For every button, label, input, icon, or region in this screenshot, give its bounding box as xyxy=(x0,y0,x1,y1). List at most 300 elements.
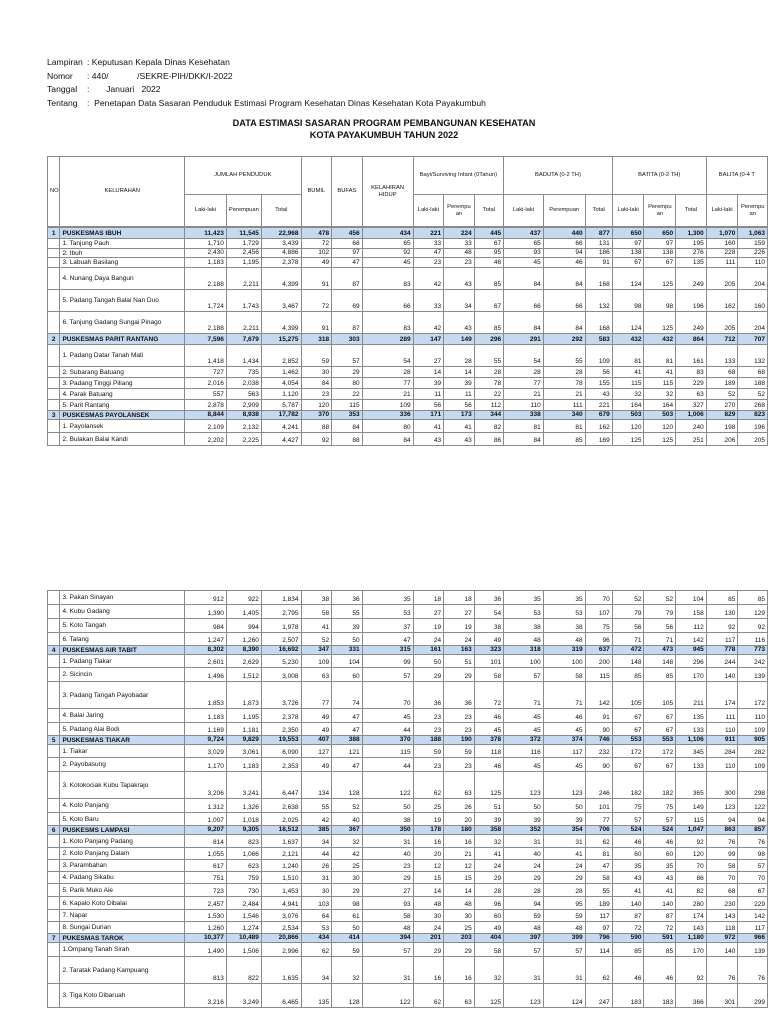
row-value: 679 xyxy=(585,411,612,420)
row-value: 42 xyxy=(301,813,332,826)
row-value: 727 xyxy=(184,367,226,378)
row-value: 23 xyxy=(444,723,475,736)
row-no xyxy=(48,848,60,860)
row-value: 46 xyxy=(644,957,676,984)
row-value: 67 xyxy=(612,258,644,268)
row-value: 503 xyxy=(612,411,644,420)
row-value: 117 xyxy=(706,633,738,646)
row-no xyxy=(48,345,60,367)
row-value: 35 xyxy=(362,591,413,605)
row-value: 1,195 xyxy=(226,258,261,268)
row-value: 47 xyxy=(332,723,363,736)
row-value: 81 xyxy=(644,345,676,367)
puskesmas-row xyxy=(48,934,768,943)
kelurahan-row xyxy=(48,258,768,268)
row-value: 84 xyxy=(543,268,585,290)
row-value: 164 xyxy=(644,400,676,411)
row-value: 735 xyxy=(226,367,261,378)
row-value: 29 xyxy=(504,872,544,884)
row-value: 2,878 xyxy=(184,400,226,411)
row-value: 87 xyxy=(332,268,363,290)
row-value: 55 xyxy=(301,799,332,813)
row-value: 87 xyxy=(332,312,363,334)
row-value: 374 xyxy=(543,736,585,745)
row-value: 2,188 xyxy=(184,312,226,334)
row-value: 33 xyxy=(444,239,475,249)
lampiran-label: Lampiran xyxy=(47,57,83,67)
row-value: 182 xyxy=(612,772,644,799)
row-value: 41 xyxy=(301,619,332,633)
row-value: 45 xyxy=(543,723,585,736)
row-no xyxy=(48,682,60,709)
row-value: 203 xyxy=(444,934,475,943)
row-value: 1,512 xyxy=(226,668,261,682)
row-value: 242 xyxy=(738,655,768,668)
row-value: 91 xyxy=(585,709,612,723)
row-value: 2,378 xyxy=(261,258,301,268)
row-value: 9,724 xyxy=(184,736,226,745)
row-value: 712 xyxy=(706,334,738,345)
row-value: 84 xyxy=(504,433,544,446)
row-value: 2,629 xyxy=(226,655,261,668)
row-value: 72 xyxy=(301,239,332,249)
row-value: 50 xyxy=(543,799,585,813)
row-value: 456 xyxy=(332,228,363,239)
row-value: 204 xyxy=(738,312,768,334)
row-value: 6,465 xyxy=(261,984,301,1008)
kelurahan-row xyxy=(48,922,768,934)
row-value: 20,866 xyxy=(261,934,301,943)
row-value: 110 xyxy=(738,258,768,268)
row-value: 120 xyxy=(612,420,644,433)
row-value: 109 xyxy=(301,655,332,668)
row-value: 45 xyxy=(504,758,544,772)
row-value: 41 xyxy=(612,884,644,897)
kelurahan-row xyxy=(48,345,768,367)
row-no xyxy=(48,239,60,249)
row-value: 76 xyxy=(706,835,738,848)
row-value: 2,507 xyxy=(261,633,301,646)
row-value: 16 xyxy=(413,957,444,984)
row-value: 53 xyxy=(301,922,332,934)
header-no: NO xyxy=(48,157,60,227)
row-kelurahan: 2. Subarang Batuang xyxy=(60,367,185,378)
row-value: 72 xyxy=(612,922,644,934)
row-value: 778 xyxy=(706,646,738,655)
row-value: 117 xyxy=(585,910,612,922)
row-value: 51 xyxy=(444,655,475,668)
row-value: 46 xyxy=(543,709,585,723)
row-value: 125 xyxy=(474,772,503,799)
row-value: 1,183 xyxy=(184,258,226,268)
kelurahan-row xyxy=(48,591,768,605)
row-value: 315 xyxy=(362,646,413,655)
kelurahan-row xyxy=(48,745,768,758)
row-value: 148 xyxy=(612,655,644,668)
row-value: 47 xyxy=(332,258,363,268)
row-value: 77 xyxy=(504,378,544,389)
row-value: 211 xyxy=(676,682,707,709)
row-value: 111 xyxy=(706,258,738,268)
row-value: 24 xyxy=(444,633,475,646)
row-value: 1,260 xyxy=(226,633,261,646)
row-kelurahan: PUKESMAS TAROK xyxy=(60,934,185,943)
row-value: 85 xyxy=(474,268,503,290)
row-value: 347 xyxy=(301,646,332,655)
row-value: 80 xyxy=(362,420,413,433)
row-value: 85 xyxy=(543,433,585,446)
row-value: 29 xyxy=(413,668,444,682)
row-value: 83 xyxy=(362,268,413,290)
row-value: 41 xyxy=(474,848,503,860)
kelurahan-row xyxy=(48,367,768,378)
row-value: 122 xyxy=(362,984,413,1008)
header-bumil: BUMIL xyxy=(301,157,332,227)
row-value: 2,456 xyxy=(226,249,261,258)
row-value: 35 xyxy=(644,860,676,872)
row-value: 3,467 xyxy=(261,290,301,312)
kelurahan-row xyxy=(48,268,768,290)
row-kelurahan: 4. Padang Sikabu xyxy=(60,872,185,884)
row-value: 434 xyxy=(362,228,413,239)
row-value: 58 xyxy=(474,943,503,957)
row-value: 88 xyxy=(332,433,363,446)
row-value: 120 xyxy=(301,400,332,411)
row-value: 70 xyxy=(706,872,738,884)
row-value: 922 xyxy=(226,591,261,605)
row-value: 49 xyxy=(301,258,332,268)
row-value: 29 xyxy=(362,872,413,884)
row-value: 43 xyxy=(444,268,475,290)
row-value: 378 xyxy=(474,736,503,745)
row-value: 134 xyxy=(301,772,332,799)
row-value: 399 xyxy=(543,934,585,943)
row-kelurahan: 5. Koto Baru xyxy=(60,813,185,826)
data-table-top xyxy=(47,227,768,446)
row-kelurahan: 8. Sungai Durian xyxy=(60,922,185,934)
document-subtitle: KOTA PAYAKUMBUH TAHUN 2022 xyxy=(309,130,459,140)
row-value: 57 xyxy=(504,943,544,957)
row-value: 48 xyxy=(543,633,585,646)
row-value: 773 xyxy=(738,646,768,655)
row-value: 2,430 xyxy=(184,249,226,258)
row-value: 31 xyxy=(504,957,544,984)
row-value: 200 xyxy=(585,655,612,668)
row-no xyxy=(48,249,60,258)
row-value: 49 xyxy=(301,723,332,736)
row-value: 23 xyxy=(413,258,444,268)
row-value: 28 xyxy=(362,367,413,378)
row-value: 160 xyxy=(738,290,768,312)
row-value: 138 xyxy=(644,249,676,258)
row-value: 189 xyxy=(706,378,738,389)
row-value: 70 xyxy=(362,682,413,709)
row-kelurahan: 2. Koto Panjang Dalam xyxy=(60,848,185,860)
row-value: 33 xyxy=(413,239,444,249)
row-value: 3,439 xyxy=(261,239,301,249)
row-value: 18 xyxy=(413,591,444,605)
row-value: 1,018 xyxy=(226,813,261,826)
row-value: 63 xyxy=(301,668,332,682)
row-value: 637 xyxy=(585,646,612,655)
row-value: 557 xyxy=(184,389,226,400)
row-no xyxy=(48,872,60,884)
row-value: 50 xyxy=(413,655,444,668)
row-value: 1,743 xyxy=(226,290,261,312)
row-value: 47 xyxy=(332,758,363,772)
row-value: 9,207 xyxy=(184,826,226,835)
row-value: 434 xyxy=(301,934,332,943)
row-value: 60 xyxy=(474,910,503,922)
row-value: 58 xyxy=(585,872,612,884)
row-value: 85 xyxy=(612,943,644,957)
row-value: 41 xyxy=(543,848,585,860)
row-value: 125 xyxy=(644,433,676,446)
row-value: 183 xyxy=(644,984,676,1008)
row-value: 16 xyxy=(413,835,444,848)
row-value: 109 xyxy=(738,723,768,736)
row-value: 148 xyxy=(644,655,676,668)
row-value: 28 xyxy=(444,345,475,367)
row-value: 43 xyxy=(644,872,676,884)
row-no: 3 xyxy=(48,411,60,420)
row-value: 296 xyxy=(474,334,503,345)
row-value: 40 xyxy=(504,848,544,860)
row-value: 66 xyxy=(543,290,585,312)
row-value: 1,453 xyxy=(261,884,301,897)
row-value: 367 xyxy=(332,826,363,835)
row-value: 68 xyxy=(706,884,738,897)
kelurahan-row xyxy=(48,723,768,736)
row-kelurahan: 3. Labuah Basilang xyxy=(60,258,185,268)
row-value: 67 xyxy=(644,258,676,268)
row-value: 123 xyxy=(504,984,544,1008)
kelurahan-row xyxy=(48,772,768,799)
row-value: 183 xyxy=(612,984,644,1008)
row-value: 91 xyxy=(585,258,612,268)
row-value: 20 xyxy=(413,848,444,860)
kelurahan-row xyxy=(48,910,768,922)
document-title: DATA ESTIMASI SASARAN PROGRAM PEMBANGUNAN KESEHATAN xyxy=(232,118,536,128)
row-value: 131 xyxy=(585,239,612,249)
row-value: 139 xyxy=(738,943,768,957)
row-value: 338 xyxy=(504,411,544,420)
row-value: 249 xyxy=(676,268,707,290)
row-value: 1,183 xyxy=(226,758,261,772)
row-value: 84 xyxy=(543,312,585,334)
row-no xyxy=(48,835,60,848)
row-value: 57 xyxy=(504,668,544,682)
row-value: 143 xyxy=(706,910,738,922)
row-value: 63 xyxy=(444,772,475,799)
row-value: 54 xyxy=(504,345,544,367)
kelurahan-row xyxy=(48,984,768,1008)
row-value: 823 xyxy=(738,411,768,420)
row-kelurahan: PUSKESMAS IBUH xyxy=(60,228,185,239)
row-value: 169 xyxy=(585,433,612,446)
row-value: 23 xyxy=(444,258,475,268)
kelurahan-row xyxy=(48,897,768,910)
header-baduta: BADUTA (0-2 TH) xyxy=(504,157,613,195)
row-value: 45 xyxy=(362,709,413,723)
row-value: 34 xyxy=(444,290,475,312)
row-value: 46 xyxy=(543,258,585,268)
row-value: 57 xyxy=(543,943,585,957)
row-value: 2,601 xyxy=(184,655,226,668)
row-value: 323 xyxy=(474,646,503,655)
row-value: 172 xyxy=(738,682,768,709)
row-value: 2,211 xyxy=(226,312,261,334)
row-value: 2,534 xyxy=(261,922,301,934)
row-value: 994 xyxy=(226,619,261,633)
row-value: 26 xyxy=(444,799,475,813)
row-value: 31 xyxy=(543,957,585,984)
row-value: 27 xyxy=(413,605,444,619)
kelurahan-row xyxy=(48,249,768,258)
row-value: 246 xyxy=(585,772,612,799)
row-value: 650 xyxy=(612,228,644,239)
row-value: 336 xyxy=(362,411,413,420)
row-kelurahan: 5. Parik Muko Aie xyxy=(60,884,185,897)
row-value: 164 xyxy=(612,400,644,411)
row-value: 38 xyxy=(301,591,332,605)
row-value: 36 xyxy=(332,591,363,605)
row-value: 590 xyxy=(612,934,644,943)
row-value: 432 xyxy=(612,334,644,345)
row-value: 40 xyxy=(362,848,413,860)
row-value: 6,090 xyxy=(261,745,301,758)
row-value: 67 xyxy=(612,709,644,723)
row-kelurahan: 5. Parit Rantang xyxy=(60,400,185,411)
row-value: 28 xyxy=(543,367,585,378)
row-value: 24 xyxy=(413,922,444,934)
row-value: 72 xyxy=(644,922,676,934)
row-value: 3,216 xyxy=(184,984,226,1008)
row-value: 2,188 xyxy=(184,268,226,290)
row-value: 28 xyxy=(504,884,544,897)
row-value: 3,061 xyxy=(226,745,261,758)
row-value: 1,047 xyxy=(676,826,707,835)
row-value: 344 xyxy=(474,411,503,420)
row-value: 472 xyxy=(612,646,644,655)
row-value: 244 xyxy=(706,655,738,668)
row-value: 583 xyxy=(585,334,612,345)
row-value: 12 xyxy=(444,860,475,872)
row-value: 221 xyxy=(585,400,612,411)
kelurahan-row xyxy=(48,633,768,646)
row-value: 29 xyxy=(332,884,363,897)
row-value: 96 xyxy=(585,633,612,646)
row-no xyxy=(48,367,60,378)
row-value: 822 xyxy=(226,957,261,984)
row-value: 59 xyxy=(504,910,544,922)
row-value: 171 xyxy=(413,411,444,420)
row-value: 98 xyxy=(332,897,363,910)
puskesmas-row xyxy=(48,228,768,239)
row-value: 1,169 xyxy=(184,723,226,736)
row-no: 4 xyxy=(48,646,60,655)
row-value: 41 xyxy=(413,420,444,433)
row-value: 14 xyxy=(413,884,444,897)
row-value: 50 xyxy=(362,799,413,813)
row-value: 370 xyxy=(362,736,413,745)
row-value: 39 xyxy=(413,378,444,389)
row-value: 42 xyxy=(413,268,444,290)
row-value: 78 xyxy=(543,378,585,389)
row-value: 115 xyxy=(644,378,676,389)
row-value: 251 xyxy=(676,433,707,446)
nomor-value: : 440/ /SEKRE-PIH/DKK/I-2022 xyxy=(87,70,233,81)
row-value: 65 xyxy=(504,239,544,249)
row-value: 142 xyxy=(676,633,707,646)
row-value: 247 xyxy=(585,984,612,1008)
row-value: 76 xyxy=(706,957,738,984)
row-value: 12 xyxy=(413,860,444,872)
row-value: 1,462 xyxy=(261,367,301,378)
row-value: 2,211 xyxy=(226,268,261,290)
row-value: 23 xyxy=(301,389,332,400)
row-value: 116 xyxy=(738,633,768,646)
row-value: 32 xyxy=(332,957,363,984)
row-value: 112 xyxy=(676,619,707,633)
row-value: 46 xyxy=(612,957,644,984)
row-value: 1,006 xyxy=(676,411,707,420)
row-value: 162 xyxy=(585,420,612,433)
kelurahan-row xyxy=(48,668,768,682)
row-value: 79 xyxy=(612,605,644,619)
puskesmas-row xyxy=(48,334,768,345)
row-value: 16 xyxy=(444,957,475,984)
row-value: 133 xyxy=(676,758,707,772)
row-value: 67 xyxy=(474,239,503,249)
row-value: 29 xyxy=(474,872,503,884)
row-value: 105 xyxy=(644,682,676,709)
row-value: 478 xyxy=(301,228,332,239)
row-value: 98 xyxy=(644,290,676,312)
row-value: 100 xyxy=(504,655,544,668)
row-kelurahan: 2. Sicincin xyxy=(60,668,185,682)
row-value: 142 xyxy=(585,682,612,709)
row-value: 55 xyxy=(332,605,363,619)
row-value: 327 xyxy=(676,400,707,411)
header-bayi: Bayi/Surviving Infant (0Tahun) xyxy=(413,157,504,195)
tanggal-label: Tanggal xyxy=(47,84,78,95)
row-value: 139 xyxy=(738,668,768,682)
row-value: 32 xyxy=(612,389,644,400)
subheader-laki: Laki-laki xyxy=(612,195,644,227)
row-value: 591 xyxy=(644,934,676,943)
row-kelurahan: 5. Padang Tangah Balai Nan Duo xyxy=(60,290,185,312)
row-value: 174 xyxy=(676,910,707,922)
row-value: 2,795 xyxy=(261,605,301,619)
row-no xyxy=(48,655,60,668)
row-value: 3,249 xyxy=(226,984,261,1008)
row-value: 524 xyxy=(612,826,644,835)
row-value: 36 xyxy=(413,682,444,709)
row-value: 123 xyxy=(543,772,585,799)
letter-header xyxy=(47,56,486,111)
row-value: 39 xyxy=(444,378,475,389)
row-value: 104 xyxy=(332,655,363,668)
row-value: 20 xyxy=(444,813,475,826)
row-value: 864 xyxy=(676,334,707,345)
row-value: 28 xyxy=(474,367,503,378)
row-value: 120 xyxy=(676,848,707,860)
row-kelurahan: 1. Tiakar xyxy=(60,745,185,758)
row-value: 7,596 xyxy=(184,334,226,345)
row-value: 46 xyxy=(612,835,644,848)
row-kelurahan: 2. Payobasung xyxy=(60,758,185,772)
